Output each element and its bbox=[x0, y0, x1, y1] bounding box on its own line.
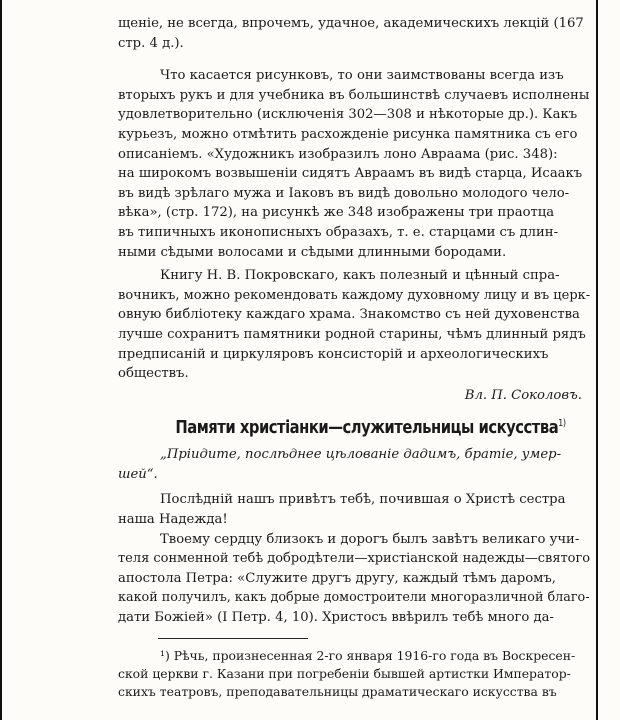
text-line: описаніемъ. «Художникъ изобразилъ лоно Авраама (рис. 348): bbox=[118, 146, 558, 162]
footnote-line: ской церкви г. Казани при погребеніи бывшей артистки Император- bbox=[118, 665, 571, 681]
text-line: Книгу Н. В. Покровскаго, какъ полезный и цѣнный спра- bbox=[160, 268, 560, 284]
text-line: Твоему сердцу близокъ и дорогъ былъ завѣтъ великаго учи- bbox=[160, 531, 580, 547]
review-signature: Вл. П. Соколовъ. bbox=[464, 387, 582, 403]
footnote-rule bbox=[158, 638, 308, 639]
text-line: „Пріидите, послѣднее цѣлованіе дадимъ, братіе, умер- bbox=[160, 447, 562, 463]
text-line: на широкомъ возвышеніи сидятъ Авраамъ въ видѣ старца, Исаакъ bbox=[118, 166, 583, 182]
review-paragraph-2 bbox=[118, 66, 590, 262]
title-footnote-mark: 1) bbox=[558, 418, 566, 430]
text-line: апостола Петра: «Служите другъ другу, каждый тѣмъ даромъ, bbox=[118, 570, 557, 586]
article-paragraph-1 bbox=[118, 490, 590, 529]
text-line: лучше сохранитъ памятники родной старины, чѣмъ длинный рядъ bbox=[118, 326, 586, 342]
footnote-line: ¹) Рѣчь, произнесенная 2-го января 1916-го года въ Воскресен- bbox=[160, 647, 576, 663]
text-line: курьезъ, можно отмѣтить расхожденіе рисунка памятника съ его bbox=[118, 126, 578, 142]
page-border-right bbox=[596, 0, 598, 720]
page-border-left bbox=[0, 0, 2, 720]
text-line: стр. 4 д.). bbox=[118, 35, 184, 51]
text-line: удовлетворительно (исключенія 302—308 и нѣкоторые др.). Какъ bbox=[118, 107, 578, 123]
text-line: какой получилъ, какъ добрые домостроители многоразличной благо- bbox=[118, 590, 590, 606]
article-paragraph-2 bbox=[118, 530, 590, 628]
text-line: овную библіотеку каждаго храма. Знакомство съ ней духовенства bbox=[118, 307, 580, 323]
article-epigraph bbox=[118, 445, 590, 484]
article-title bbox=[118, 411, 566, 441]
text-line: шей“. bbox=[118, 466, 158, 482]
text-line: наша Надежда! bbox=[118, 512, 228, 528]
article-title-text: Памяти христіанки—служительницы искусства bbox=[175, 417, 559, 439]
text-line: вторыхъ рукъ и для учебника въ большинствѣ случаевъ исполнены bbox=[118, 87, 590, 103]
text-line: ными сѣдыми волосами и сѣдыми длинными бородами. bbox=[118, 244, 507, 260]
review-paragraph-1 bbox=[118, 14, 590, 53]
footnote bbox=[118, 647, 590, 701]
text-line: въ видѣ зрѣлаго мужа и Іаковъ въ видѣ довольно молодого чело- bbox=[118, 185, 570, 201]
text-line: въ типичныхъ иконописныхъ образахъ, т. е. старцами съ длин- bbox=[118, 224, 559, 240]
text-line: Что касается рисунковъ, то они заимствованы всегда изъ bbox=[160, 68, 564, 84]
review-paragraph-3 bbox=[118, 266, 590, 384]
text-line: вочникъ, можно рекомендовать каждому духовному лицу и въ церк- bbox=[118, 287, 591, 303]
text-line: предписаній и циркуляровъ консисторій и археологическихъ bbox=[118, 346, 549, 362]
text-line: вѣка», (стр. 172), на рисункѣ же 348 изображены три праотца bbox=[118, 205, 555, 221]
text-line: обществъ. bbox=[118, 366, 189, 382]
text-line: щеніе, не всегда, впрочемъ, удачное, академическихъ лекцій (167 bbox=[118, 16, 584, 31]
text-line: Послѣдній нашъ привѣтъ тебѣ, почившая о Христѣ сестра bbox=[160, 492, 566, 508]
text-line: дати Божіей» (I Петр. 4, 10). Христосъ ввѣрилъ тебѣ много да- bbox=[118, 610, 554, 626]
text-line: теля сонменной тебѣ добродѣтели—христіанской надежды—святого bbox=[118, 551, 591, 567]
page-content bbox=[118, 14, 590, 701]
footnote-line: скихъ театровъ, преподавательницы драматическаго искусства въ bbox=[118, 683, 557, 699]
